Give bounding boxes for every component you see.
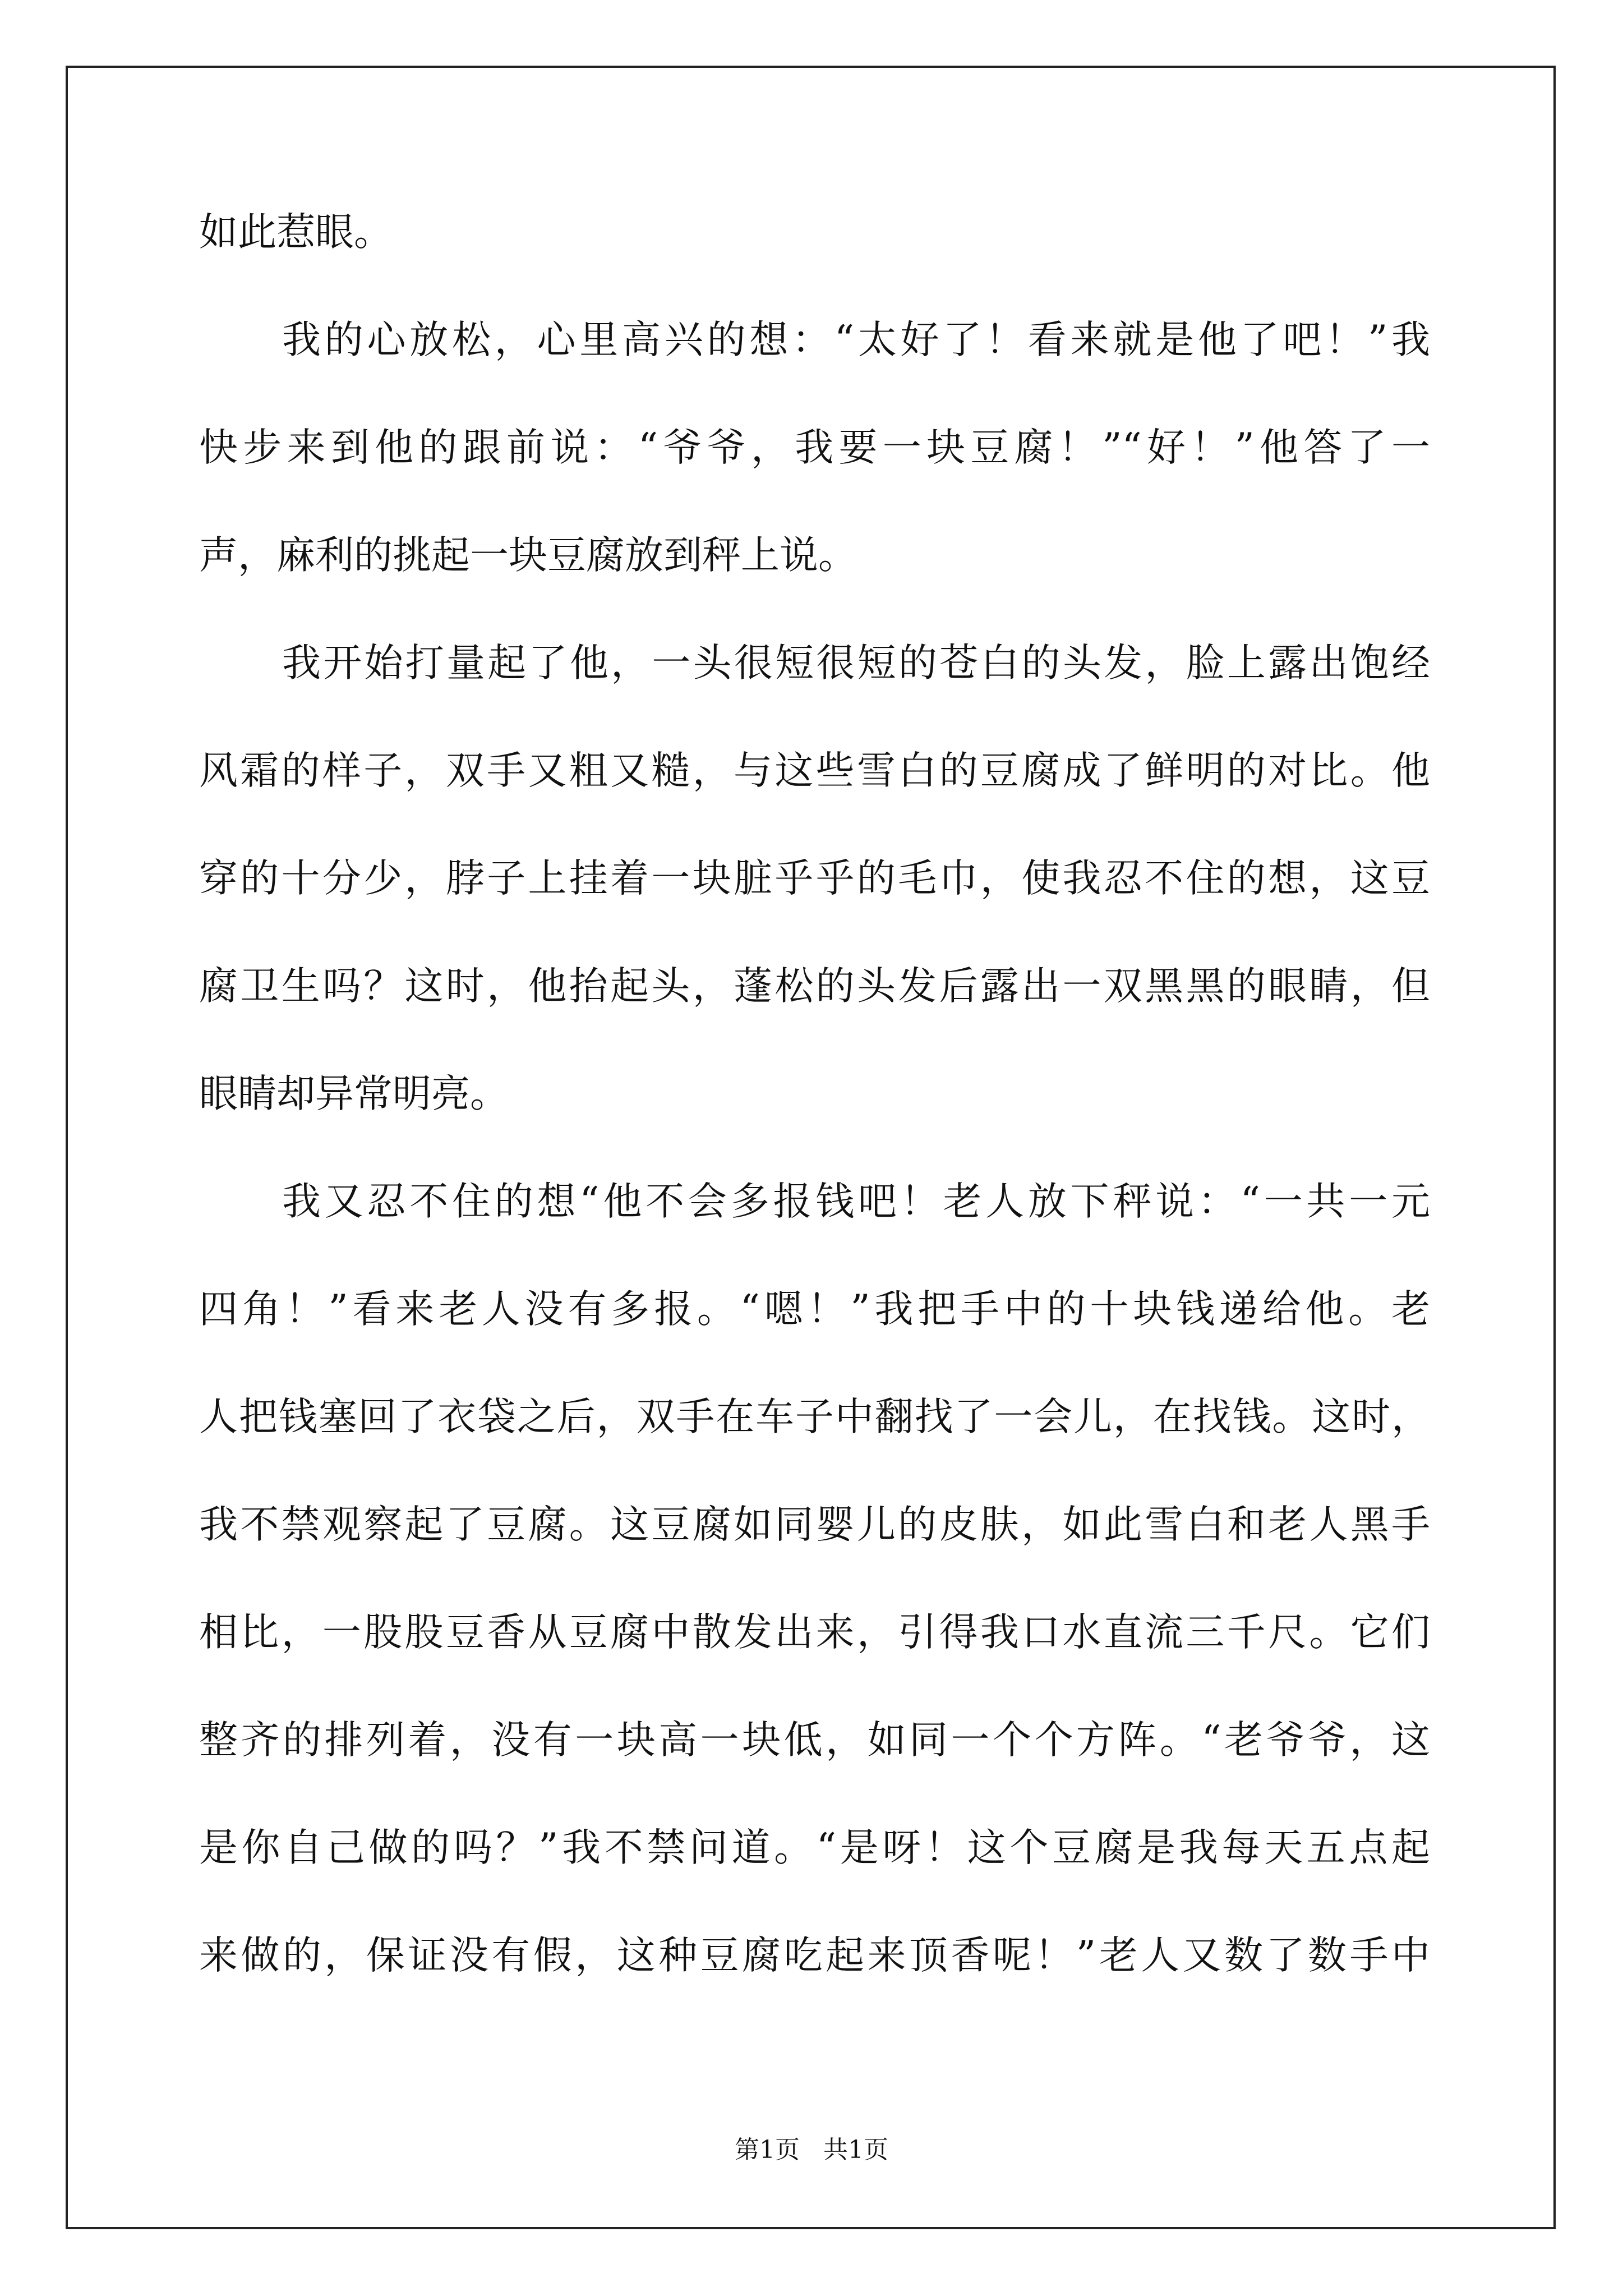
paragraph-start-line: 我的心放松，心里高兴的想：“太好了！看来就是他了吧！”我 [282, 318, 1430, 362]
text-line: 四角！”看来老人没有多报。“嗯！”我把手中的十块钱递给他。老 [199, 1287, 1430, 1332]
text-line: 快步来到他的跟前说：“爷爷，我要一块豆腐！”“好！”他答了一 [199, 425, 1430, 470]
page-number-footer: 第1页 共1页 [735, 2136, 888, 2164]
text-line: 穿的十分少，脖子上挂着一块脏乎乎的毛巾，使我忍不住的想，这豆 [199, 856, 1430, 901]
text-line: 来做的，保证没有假，这种豆腐吃起来顶香呢！”老人又数了数手中 [199, 1933, 1430, 1978]
text-line: 整齐的排列着，没有一块高一块低，如同一个个方阵。“老爷爷，这 [199, 1718, 1430, 1763]
document-body [199, 210, 1430, 2044]
text-line: 相比，一股股豆香从豆腐中散发出来，引得我口水直流三千尺。它们 [199, 1610, 1430, 1655]
text-line: 风霜的样子，双手又粗又糙，与这些雪白的豆腐成了鲜明的对比。他 [199, 748, 1430, 793]
text-line: 腐卫生吗？这时，他抬起头，蓬松的头发后露出一双黑黑的眼睛，但 [199, 964, 1430, 1009]
text-line: 如此惹眼。 [199, 210, 393, 255]
text-line: 人把钱塞回了衣袋之后，双手在车子中翻找了一会儿，在找钱。这时， [199, 1395, 1430, 1439]
text-line: 声，麻利的挑起一块豆腐放到秤上说。 [199, 533, 857, 578]
text-line: 是你自己做的吗？”我不禁问道。“是呀！这个豆腐是我每天五点起 [199, 1825, 1430, 1870]
text-line: 我不禁观察起了豆腐。这豆腐如同婴儿的皮肤，如此雪白和老人黑手 [199, 1502, 1430, 1547]
paragraph-start-line: 我开始打量起了他，一头很短很短的苍白的头发，脸上露出饱经 [282, 641, 1430, 685]
text-line: 眼睛却异常明亮。 [199, 1071, 509, 1116]
paragraph-start-line: 我又忍不住的想“他不会多报钱吧！老人放下秤说：“一共一元 [282, 1179, 1430, 1224]
